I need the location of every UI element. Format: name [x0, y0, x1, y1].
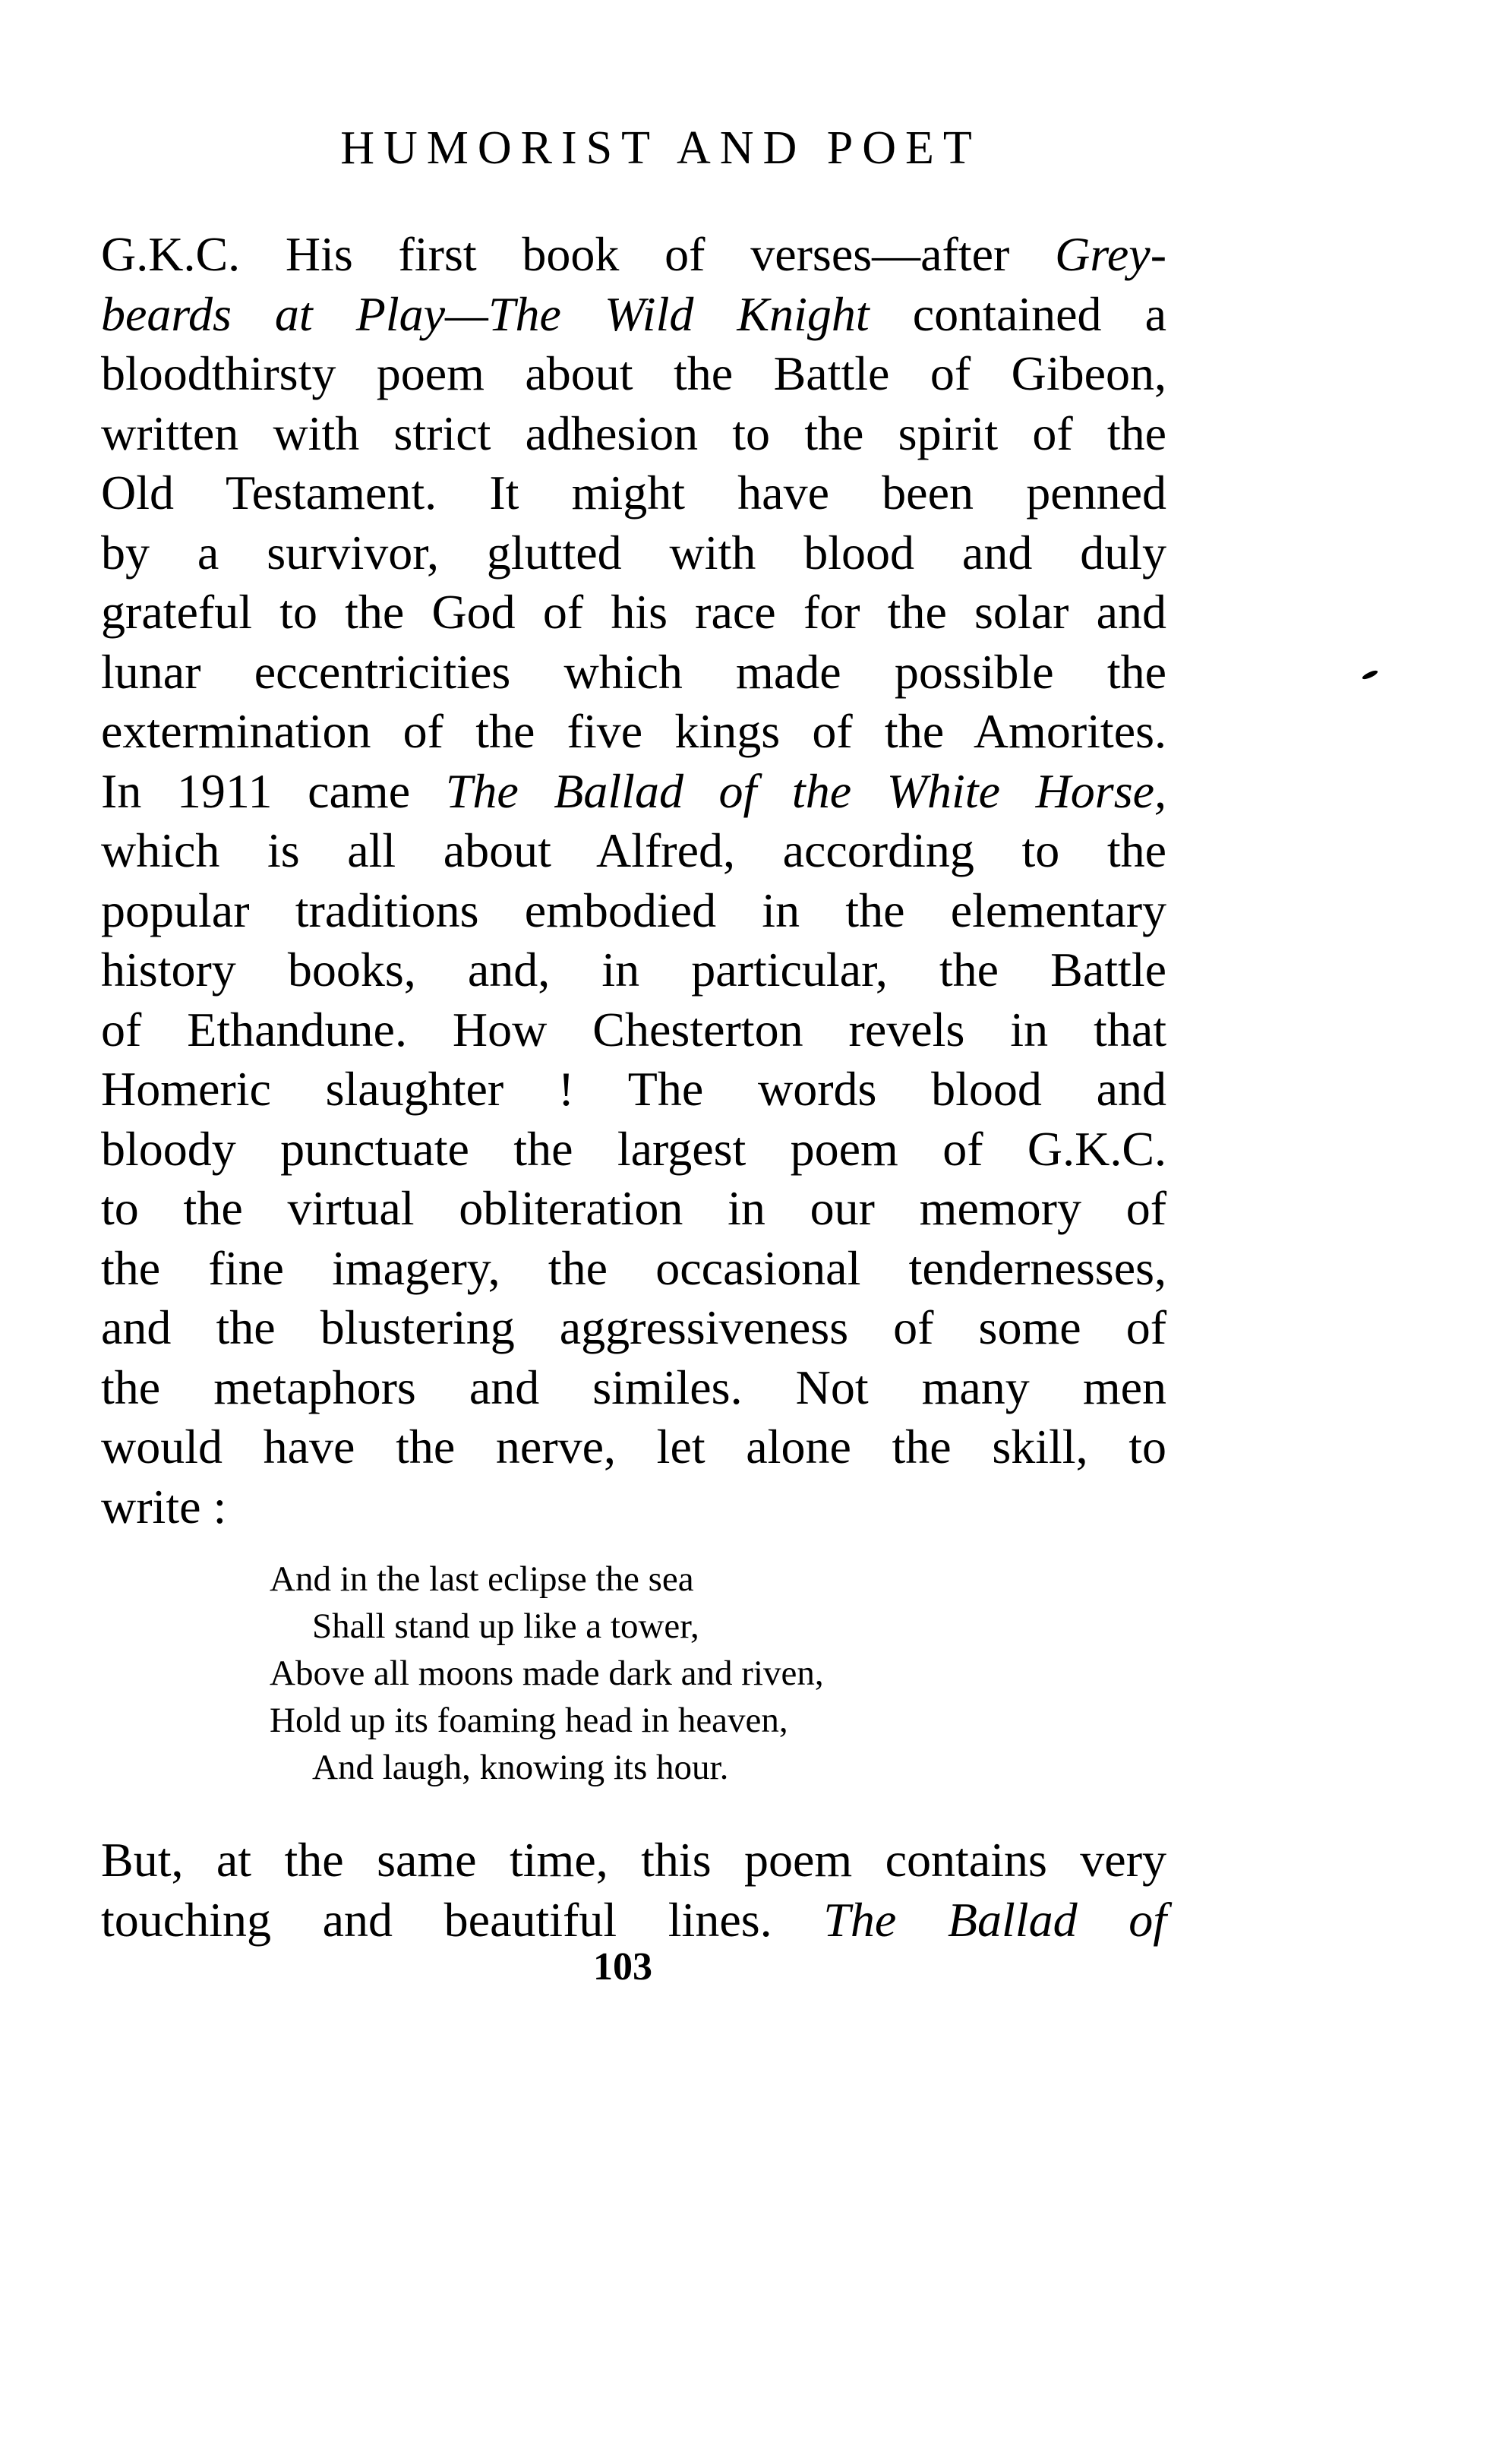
text-line	[101, 1477, 1166, 1537]
text-run: would have the nerve, let alone the skill, to	[101, 1420, 1166, 1474]
text-line	[101, 583, 1166, 643]
text-line	[101, 702, 1166, 762]
italic-title-run: The Ballad of	[823, 1892, 1166, 1947]
text-line	[101, 1239, 1166, 1299]
text-run: contained a	[869, 286, 1167, 341]
text-line	[101, 404, 1166, 464]
text-run: the fine imagery, the occasional tendernesses,	[101, 1240, 1166, 1295]
text-line	[101, 1417, 1166, 1477]
poem-line: And laugh, knowing its hour.	[312, 1748, 729, 1787]
text-run: Old Testament. It might have been penned	[101, 466, 1166, 520]
italic-title-run: beards at Play—The Wild Knight	[101, 286, 870, 341]
text-run: lunar eccentricities which made possible the	[101, 644, 1166, 699]
text-line	[101, 1120, 1166, 1180]
text-run: write :	[101, 1479, 227, 1534]
text-line	[101, 940, 1166, 1000]
text-line	[101, 762, 1166, 822]
text-line	[101, 1060, 1166, 1120]
text-run: history books, and, in particular, the Battle	[101, 943, 1166, 997]
poem-quotation	[270, 1556, 824, 1791]
text-run: which is all about Alfred, according to the	[101, 823, 1166, 877]
text-run: extermination of the five kings of the Amorites.	[101, 704, 1166, 758]
text-line	[101, 1891, 1166, 1951]
text-line	[101, 225, 1166, 285]
text-run: bloodthirsty poem about the Battle of Gibeon,	[101, 346, 1166, 400]
page-number: 103	[593, 1945, 652, 1989]
italic-title-run: Grey-	[1055, 227, 1166, 281]
text-line	[101, 344, 1166, 404]
text-line	[101, 821, 1166, 881]
text-run: written with strict adhesion to the spirit of the	[101, 406, 1166, 460]
text-line	[101, 1179, 1166, 1239]
text-run: of Ethandune. How Chesterton revels in that	[101, 1002, 1166, 1057]
text-line	[101, 643, 1166, 703]
text-run: touching and beautiful lines.	[101, 1892, 824, 1947]
text-run: Homeric slaughter ! The words blood and	[101, 1062, 1166, 1116]
text-line	[101, 1831, 1166, 1891]
text-run: But, at the same time, this poem contains very	[101, 1833, 1166, 1887]
poem-line: Above all moons made dark and riven,	[270, 1654, 824, 1693]
text-run: to the virtual obliteration in our memory of	[101, 1181, 1166, 1235]
paragraph-2	[101, 1831, 1166, 1950]
text-line	[101, 881, 1166, 941]
text-line	[101, 1000, 1166, 1060]
paragraph-1	[101, 225, 1166, 1537]
text-run: grateful to the God of his race for the solar and	[101, 585, 1166, 639]
stray-ink-mark	[1362, 669, 1379, 681]
text-run: In 1911 came	[101, 763, 446, 818]
text-line	[101, 285, 1166, 345]
text-run: popular traditions embodied in the elementary	[101, 883, 1166, 937]
poem-line: Shall stand up like a tower,	[312, 1606, 699, 1646]
text-line	[101, 1358, 1166, 1418]
text-line	[101, 463, 1166, 523]
text-line	[101, 523, 1166, 583]
text-run: G.K.C. His first book of verses—after	[101, 227, 1056, 281]
text-run: bloody punctuate the largest poem of G.K.C.	[101, 1121, 1166, 1176]
poem-line: Hold up its foaming head in heaven,	[270, 1701, 788, 1740]
italic-title-run: The Ballad of the White Horse,	[445, 763, 1167, 818]
running-head: HUMORIST AND POET	[340, 122, 981, 174]
text-run: and the blustering aggressiveness of some of	[101, 1300, 1166, 1354]
text-run: the metaphors and similes. Not many men	[101, 1360, 1166, 1414]
poem-line: And in the last eclipse the sea	[270, 1559, 694, 1599]
text-line	[101, 1298, 1166, 1358]
text-run: by a survivor, glutted with blood and duly	[101, 525, 1166, 580]
